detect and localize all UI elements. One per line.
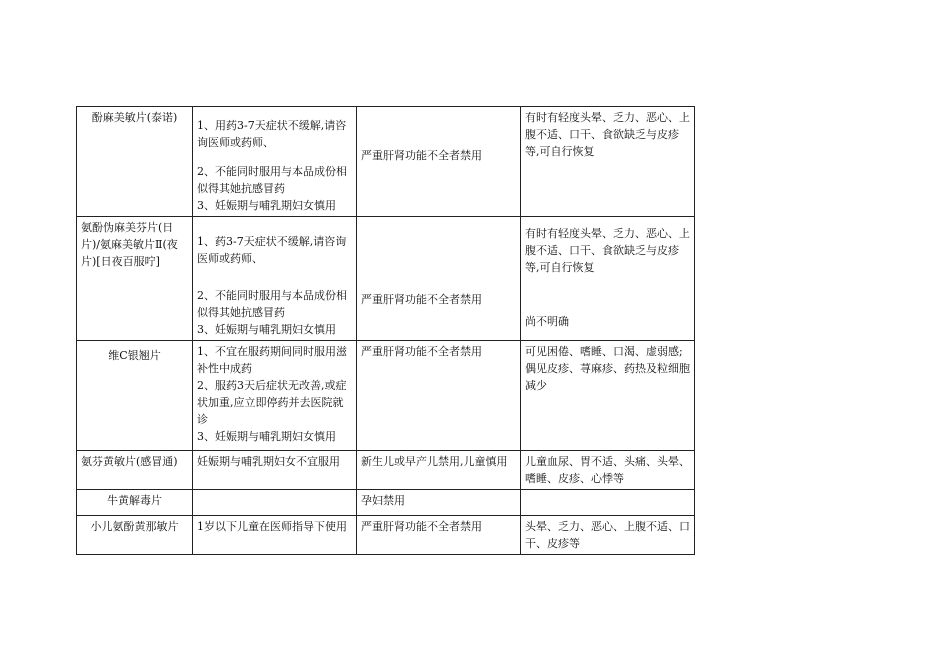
- contraindication-cell: 严重肝肾功能不全者禁用: [357, 516, 521, 555]
- drug-name-cell: 维C银翘片: [77, 341, 193, 451]
- caution-line: 1、用药3-7天症状不缓解,请咨询医师或药师、: [197, 119, 347, 149]
- caution-line: 1岁以下儿童在医师指导下使用: [197, 520, 347, 533]
- cautions-cell: [193, 217, 357, 341]
- adverse-cell: [521, 516, 695, 555]
- table-row: [77, 490, 695, 516]
- adverse-line: 有时有轻度头晕、乏力、恶心、上腹不适、口干、食欲缺乏与皮疹等,可自行恢复: [525, 111, 690, 158]
- caution-line: 3、妊娠期与哺乳期妇女慎用: [197, 199, 336, 212]
- contraindication-cell: 新生儿或早产儿禁用,儿童慎用: [357, 451, 521, 490]
- adverse-line: 儿童血尿、胃不适、头痛、头晕、嗜睡、皮疹、心悸等: [525, 455, 690, 485]
- table-row: [77, 516, 695, 555]
- table-row: [77, 107, 695, 217]
- adverse-cell: [521, 217, 695, 341]
- contraindication-cell: 严重肝肾功能不全者禁用: [357, 341, 521, 451]
- drug-name-cell: 牛黄解毒片: [77, 490, 193, 516]
- drug-name-cell: 酚麻美敏片(泰诺): [77, 107, 193, 217]
- drug-name-cell: 氨芬黄敏片(感冒通): [77, 451, 193, 490]
- adverse-line: 有时有轻度头晕、乏力、恶心、上腹不适、口干、食欲缺乏与皮疹等,可自行恢复: [525, 227, 690, 274]
- caution-line: 3、妊娠期与哺乳期妇女慎用: [197, 430, 336, 443]
- table-row: [77, 451, 695, 490]
- caution-line: 3、妊娠期与哺乳期妇女慎用: [197, 323, 336, 336]
- contraindication-cell: 孕妇禁用: [357, 490, 521, 516]
- adverse-cell: [521, 490, 695, 516]
- caution-line: 妊娠期与哺乳期妇女不宜服用: [197, 455, 340, 468]
- caution-line: 1、药3-7天症状不缓解,请咨询医师或药师、: [197, 235, 347, 265]
- cautions-cell: [193, 490, 357, 516]
- adverse-line: 头晕、乏力、恶心、上腹不适、口干、皮疹等: [525, 520, 690, 550]
- cautions-cell: [193, 341, 357, 451]
- table-row: [77, 341, 695, 451]
- cautions-cell: [193, 107, 357, 217]
- caution-line: 2、服药3天后症状无改善,或症状加重,应立即停药并去医院就诊: [197, 379, 347, 426]
- adverse-line: 尚不明确: [525, 315, 569, 328]
- caution-line: 2、不能同时服用与本品成份相似得其她抗感冒药: [197, 289, 347, 319]
- caution-line: 2、不能同时服用与本品成份相似得其她抗感冒药: [197, 165, 347, 195]
- cautions-cell: [193, 516, 357, 555]
- drug-table: [76, 106, 695, 555]
- drug-name-cell: 小儿氨酚黄那敏片: [77, 516, 193, 555]
- adverse-line: 可见困倦、嗜睡、口渴、虚弱感;偶见皮疹、荨麻疹、药热及粒细胞减少: [525, 345, 690, 392]
- adverse-cell: [521, 107, 695, 217]
- drug-name-cell: 氨酚伪麻美芬片(日片)/氨麻美敏片Ⅱ(夜片)[日夜百服咛]: [77, 217, 193, 341]
- cautions-cell: [193, 451, 357, 490]
- caution-line: 1、不宜在服药期间同时服用滋补性中成药: [197, 345, 347, 375]
- table-row: [77, 217, 695, 341]
- adverse-cell: [521, 451, 695, 490]
- adverse-cell: [521, 341, 695, 451]
- contraindication-cell: 严重肝肾功能不全者禁用: [357, 217, 521, 341]
- contraindication-cell: 严重肝肾功能不全者禁用: [357, 107, 521, 217]
